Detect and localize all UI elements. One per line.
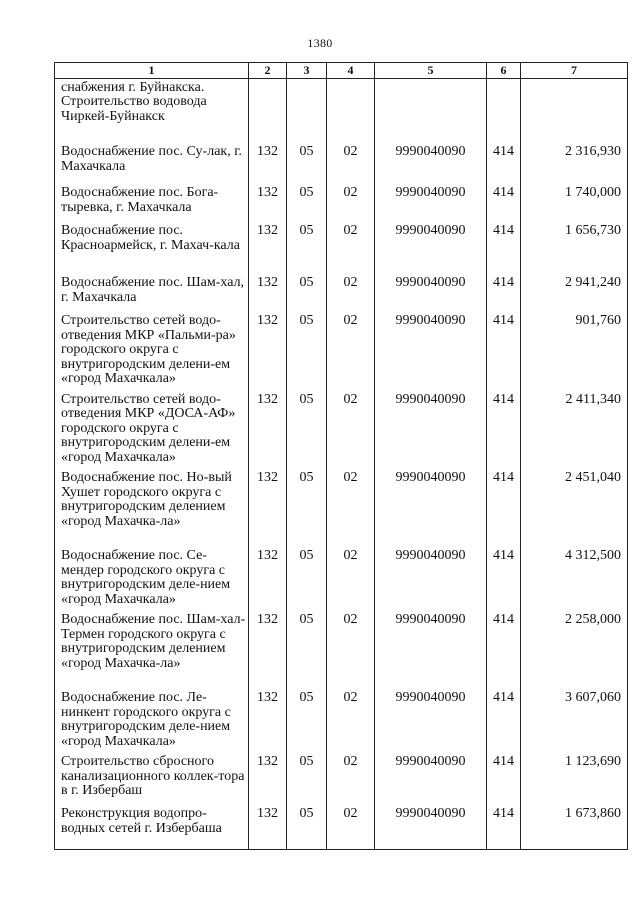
row-col-2-text: 132 bbox=[257, 612, 278, 627]
row-col-7 bbox=[521, 465, 628, 543]
budget-table bbox=[54, 62, 628, 850]
row-col-6 bbox=[487, 308, 521, 387]
row-col-5 bbox=[375, 685, 487, 749]
row-col-5 bbox=[375, 543, 487, 607]
row-col-5-text: 9990040090 bbox=[395, 548, 466, 563]
row-col-2 bbox=[249, 465, 287, 543]
row-name-text: Строительство сетей водо-отведения МКР «ДОСА-АФ» городского округа с внутригородским делени-ем «город Махачкала» bbox=[61, 391, 236, 465]
row-col-5-text: 9990040090 bbox=[395, 612, 466, 627]
row-col-4-text: 02 bbox=[343, 754, 358, 769]
row-name bbox=[55, 78, 249, 139]
row-col-6-text: 414 bbox=[493, 690, 514, 705]
row-col-6 bbox=[487, 180, 521, 218]
row-name-text: Водоснабжение пос. Ле-нинкент городского округа с внутригородским деле-нием «город Махачкала» bbox=[61, 690, 231, 749]
row-col-3-text: 05 bbox=[299, 754, 314, 769]
header-cell-4: 4 bbox=[327, 63, 375, 79]
row-col-5 bbox=[375, 387, 487, 466]
table-row bbox=[55, 749, 628, 801]
row-name bbox=[55, 465, 249, 543]
row-name bbox=[55, 543, 249, 607]
row-col-7 bbox=[521, 270, 628, 308]
row-col-4 bbox=[327, 308, 375, 387]
row-col-7-text: 1 740,000 bbox=[565, 185, 621, 200]
header-cell-1: 1 bbox=[55, 63, 249, 79]
row-col-4 bbox=[327, 139, 375, 180]
row-col-5-text: 9990040090 bbox=[395, 470, 466, 485]
row-col-2 bbox=[249, 78, 287, 139]
row-col-3-text: 05 bbox=[299, 806, 314, 821]
row-col-6-text: 414 bbox=[493, 806, 514, 821]
row-col-3 bbox=[287, 749, 327, 801]
row-col-2 bbox=[249, 685, 287, 749]
row-col-4-text: 02 bbox=[343, 806, 358, 821]
row-col-4-text: 02 bbox=[343, 275, 358, 290]
row-col-5 bbox=[375, 180, 487, 218]
row-col-7 bbox=[521, 78, 628, 139]
page-number: 1380 bbox=[307, 36, 333, 50]
row-col-3 bbox=[287, 270, 327, 308]
row-col-7 bbox=[521, 607, 628, 685]
row-col-5 bbox=[375, 465, 487, 543]
row-col-5-text: 9990040090 bbox=[395, 185, 466, 200]
row-col-7-text: 2 451,040 bbox=[565, 470, 621, 485]
row-col-4 bbox=[327, 218, 375, 270]
row-name-text: Водоснабжение пос. Красноармейск, г. Махач-кала bbox=[61, 223, 240, 253]
row-col-6-text: 414 bbox=[493, 223, 514, 238]
row-col-4 bbox=[327, 607, 375, 685]
row-name bbox=[55, 749, 249, 801]
row-col-7 bbox=[521, 543, 628, 607]
table-row bbox=[55, 387, 628, 466]
row-col-6-text: 414 bbox=[493, 185, 514, 200]
row-col-6 bbox=[487, 270, 521, 308]
row-col-4 bbox=[327, 685, 375, 749]
row-col-3-text: 05 bbox=[299, 223, 314, 238]
row-col-7-text: 2 316,930 bbox=[565, 144, 621, 159]
row-col-2-text: 132 bbox=[257, 313, 278, 328]
header-cell-5: 5 bbox=[375, 63, 487, 79]
row-col-4-text: 02 bbox=[343, 470, 358, 485]
table-row bbox=[55, 78, 628, 139]
row-name-text: Водоснабжение пос. Се-мендер городского округа с внутригородским деле-нием «город Махачкала» bbox=[61, 548, 231, 607]
row-col-6 bbox=[487, 801, 521, 849]
row-col-5 bbox=[375, 270, 487, 308]
row-col-4 bbox=[327, 801, 375, 849]
header-cell-7: 7 bbox=[521, 63, 628, 79]
row-col-5-text: 9990040090 bbox=[395, 144, 466, 159]
row-col-4-text: 02 bbox=[343, 144, 358, 159]
row-col-2 bbox=[249, 308, 287, 387]
row-col-6-text: 414 bbox=[493, 144, 514, 159]
row-col-3 bbox=[287, 685, 327, 749]
row-col-3 bbox=[287, 543, 327, 607]
row-col-5 bbox=[375, 801, 487, 849]
row-col-3-text: 05 bbox=[299, 548, 314, 563]
row-col-4 bbox=[327, 543, 375, 607]
row-col-2 bbox=[249, 749, 287, 801]
row-col-7-text: 1 656,730 bbox=[565, 223, 621, 238]
table-row bbox=[55, 685, 628, 749]
row-col-3-text: 05 bbox=[299, 690, 314, 705]
table-body bbox=[55, 78, 628, 849]
row-col-5 bbox=[375, 78, 487, 139]
row-col-6 bbox=[487, 387, 521, 466]
table-row bbox=[55, 465, 628, 543]
row-col-6-text: 414 bbox=[493, 275, 514, 290]
row-col-6 bbox=[487, 218, 521, 270]
table-row bbox=[55, 180, 628, 218]
row-col-6-text: 414 bbox=[493, 391, 514, 407]
row-name-text: Реконструкция водопро-водных сетей г. Избербаша bbox=[61, 806, 222, 836]
row-col-4-text: 02 bbox=[343, 391, 358, 407]
row-col-2-text: 132 bbox=[257, 754, 278, 769]
row-col-7 bbox=[521, 139, 628, 180]
header-cell-2: 2 bbox=[249, 63, 287, 79]
table-row bbox=[55, 218, 628, 270]
row-col-6 bbox=[487, 607, 521, 685]
row-col-3-text: 05 bbox=[299, 470, 314, 485]
row-name bbox=[55, 139, 249, 180]
row-col-5-text: 9990040090 bbox=[395, 223, 466, 238]
row-col-4-text: 02 bbox=[343, 313, 358, 328]
row-col-2-text: 132 bbox=[257, 548, 278, 563]
row-col-2-text: 132 bbox=[257, 275, 278, 290]
row-col-7 bbox=[521, 685, 628, 749]
row-name-text: Строительство сбросного канализационного коллек-тора в г. Избербаш bbox=[61, 754, 245, 798]
row-col-5 bbox=[375, 749, 487, 801]
table-row bbox=[55, 139, 628, 180]
row-col-2 bbox=[249, 218, 287, 270]
row-col-2-text: 132 bbox=[257, 690, 278, 705]
row-col-5 bbox=[375, 308, 487, 387]
row-name-text: Водоснабжение пос. Бога-тыревка, г. Махачкала bbox=[61, 185, 219, 215]
row-col-5-text: 9990040090 bbox=[395, 313, 466, 328]
row-col-7-text: 3 607,060 bbox=[565, 690, 621, 705]
row-name-text: Водоснабжение пос. Су-лак, г. Махачкала bbox=[61, 144, 242, 174]
row-col-2-text: 132 bbox=[257, 223, 278, 238]
row-col-7 bbox=[521, 749, 628, 801]
row-col-7 bbox=[521, 801, 628, 849]
row-col-2 bbox=[249, 543, 287, 607]
row-col-7 bbox=[521, 218, 628, 270]
row-col-5 bbox=[375, 139, 487, 180]
row-col-3 bbox=[287, 180, 327, 218]
row-col-7-text: 4 312,500 bbox=[565, 548, 621, 563]
row-col-3 bbox=[287, 387, 327, 466]
row-name-text: Водоснабжение пос. Но-вый Хушет городского округа с внутригородским делением «город Махачка-ла» bbox=[61, 470, 232, 529]
row-name-text: Строительство сетей водо-отведения МКР «Пальми-ра» городского округа с внутригородским делени-ем «город Махачкала» bbox=[61, 313, 236, 386]
row-name bbox=[55, 685, 249, 749]
row-col-5-text: 9990040090 bbox=[395, 754, 466, 769]
row-col-2 bbox=[249, 139, 287, 180]
row-col-4-text: 02 bbox=[343, 548, 358, 563]
row-col-4-text: 02 bbox=[343, 223, 358, 238]
row-col-4 bbox=[327, 465, 375, 543]
row-col-7-text: 1 673,860 bbox=[565, 806, 621, 821]
row-col-3-text: 05 bbox=[299, 612, 314, 627]
row-col-3-text: 05 bbox=[299, 391, 314, 407]
row-col-3 bbox=[287, 78, 327, 139]
row-name bbox=[55, 180, 249, 218]
row-col-6-text: 414 bbox=[493, 313, 514, 328]
row-col-3 bbox=[287, 607, 327, 685]
table-row bbox=[55, 270, 628, 308]
row-col-6 bbox=[487, 139, 521, 180]
row-col-6 bbox=[487, 685, 521, 749]
row-col-5 bbox=[375, 607, 487, 685]
row-col-2-text: 132 bbox=[257, 470, 278, 485]
row-col-4-text: 02 bbox=[343, 690, 358, 705]
row-col-7-text: 2 941,240 bbox=[565, 275, 621, 290]
row-col-6 bbox=[487, 78, 521, 139]
header-cell-6: 6 bbox=[487, 63, 521, 79]
row-col-5-text: 9990040090 bbox=[395, 690, 466, 705]
row-col-4 bbox=[327, 387, 375, 466]
row-col-6 bbox=[487, 465, 521, 543]
row-col-7 bbox=[521, 308, 628, 387]
table-row bbox=[55, 308, 628, 387]
row-col-5-text: 9990040090 bbox=[395, 275, 466, 290]
row-col-3-text: 05 bbox=[299, 275, 314, 290]
row-col-4 bbox=[327, 749, 375, 801]
row-col-3 bbox=[287, 465, 327, 543]
row-col-3 bbox=[287, 308, 327, 387]
row-col-7-text: 2 258,000 bbox=[565, 612, 621, 627]
row-name-text: снабжения г. Буйнакска. Строительство водовода Чиркей-Буйнакск bbox=[61, 79, 207, 124]
row-col-2-text: 132 bbox=[257, 391, 278, 407]
row-col-7-text: 901,760 bbox=[575, 313, 621, 328]
row-name-text: Водоснабжение пос. Шам-хал, г. Махачкала bbox=[61, 275, 245, 305]
row-col-6 bbox=[487, 749, 521, 801]
row-col-6 bbox=[487, 543, 521, 607]
row-name bbox=[55, 801, 249, 849]
row-col-3 bbox=[287, 139, 327, 180]
table-row bbox=[55, 801, 628, 849]
row-col-5-text: 9990040090 bbox=[395, 806, 466, 821]
row-col-3 bbox=[287, 801, 327, 849]
table-row bbox=[55, 607, 628, 685]
row-col-6-text: 414 bbox=[493, 548, 514, 563]
row-col-3-text: 05 bbox=[299, 185, 314, 200]
row-col-2-text: 132 bbox=[257, 144, 278, 159]
row-col-2-text: 132 bbox=[257, 185, 278, 200]
header-cell-3: 3 bbox=[287, 63, 327, 79]
row-name bbox=[55, 218, 249, 270]
row-col-5 bbox=[375, 218, 487, 270]
row-col-2 bbox=[249, 270, 287, 308]
row-col-4-text: 02 bbox=[343, 185, 358, 200]
row-col-3-text: 05 bbox=[299, 144, 314, 159]
row-col-2 bbox=[249, 801, 287, 849]
row-name bbox=[55, 270, 249, 308]
row-col-7 bbox=[521, 180, 628, 218]
row-col-7-text: 2 411,340 bbox=[565, 391, 621, 407]
row-col-2 bbox=[249, 607, 287, 685]
row-col-4-text: 02 bbox=[343, 612, 358, 627]
row-col-5-text: 9990040090 bbox=[395, 391, 466, 407]
row-col-7 bbox=[521, 387, 628, 466]
row-col-6-text: 414 bbox=[493, 612, 514, 627]
row-name-text: Водоснабжение пос. Шам-хал-Термен городского округа с внутригородским делением «город Махачка-ла» bbox=[61, 612, 246, 671]
table-row bbox=[55, 543, 628, 607]
header-row bbox=[55, 63, 628, 79]
row-col-7-text: 1 123,690 bbox=[565, 754, 621, 769]
row-col-4 bbox=[327, 270, 375, 308]
row-col-2-text: 132 bbox=[257, 806, 278, 821]
row-name bbox=[55, 308, 249, 387]
row-col-2 bbox=[249, 387, 287, 466]
row-col-6-text: 414 bbox=[493, 754, 514, 769]
row-col-4 bbox=[327, 78, 375, 139]
row-col-2 bbox=[249, 180, 287, 218]
row-name bbox=[55, 387, 249, 466]
row-col-3-text: 05 bbox=[299, 313, 314, 328]
row-name bbox=[55, 607, 249, 685]
row-col-6-text: 414 bbox=[493, 470, 514, 485]
row-col-4 bbox=[327, 180, 375, 218]
row-col-3 bbox=[287, 218, 327, 270]
